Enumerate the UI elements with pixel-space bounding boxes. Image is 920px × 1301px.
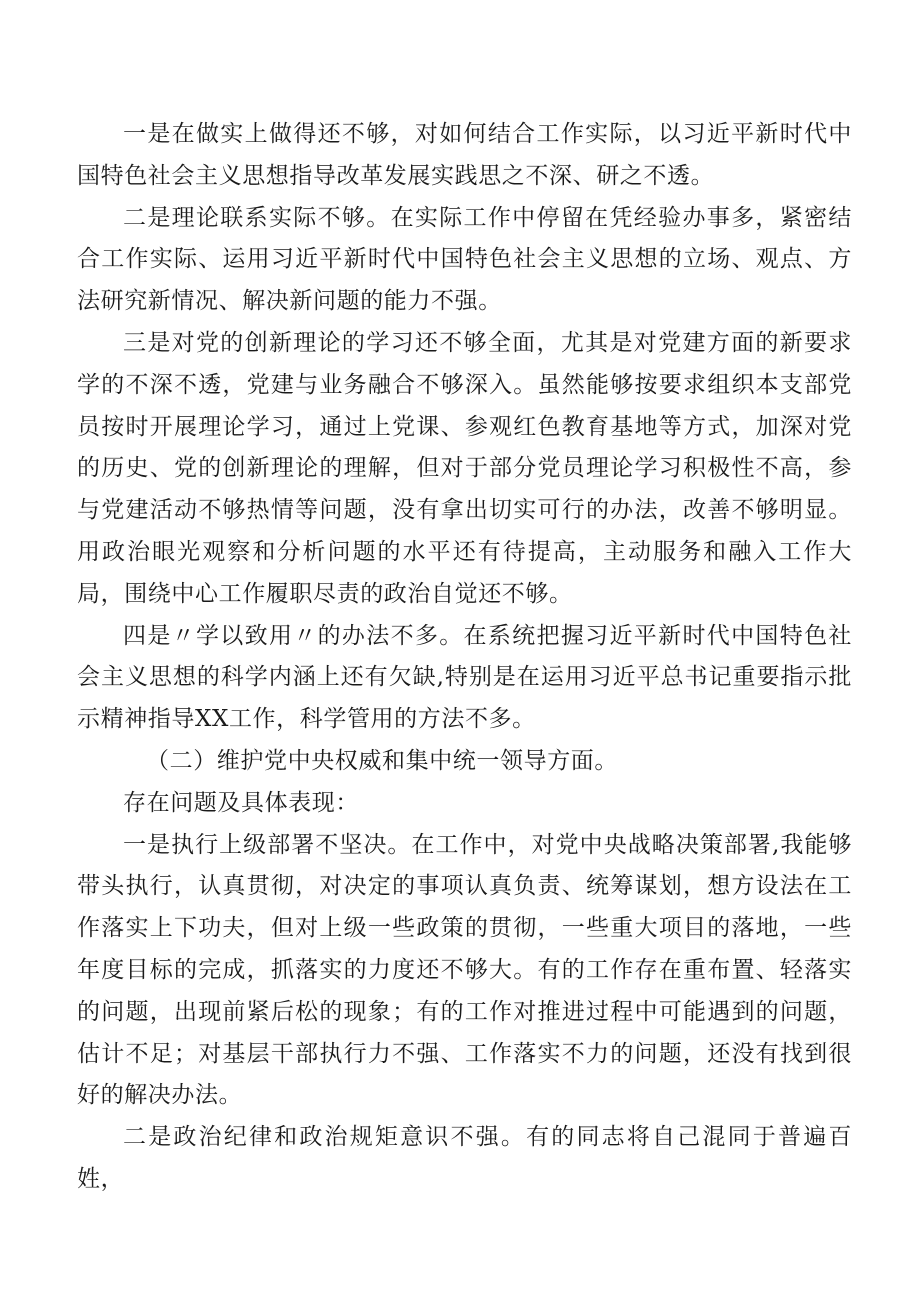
paragraph-study-practice: 一是在做实上做得还不够，对如何结合工作实际，以习近平新时代中国特色社会主义思想指导改革发展实践思之不深、研之不透。 (77, 121, 852, 189)
paragraph-execution: 一是执行上级部署不坚决。在工作中，对党中央战略决策部署,我能够带头执行，认真贯彻，对决定的事项认真负责、统筹谋划，想方设法在工作落实上下功夫，但对上级一些政策的贯彻，一些重大项目的落地，一些年度目标的完成，抓落实的力度还不够大。有的工作存在重布置、轻落实的问题，出现前紧后松的现象；有的工作对推进过程中可能遇到的问题，估计不足；对基层干部执行力不强、工作落实不力的问题，还没有找到很好的解决办法。 (77, 831, 852, 1109)
subheading-problems: 存在问题及具体表现： (123, 789, 359, 816)
paragraph-theory-practice: 二是理论联系实际不够。在实际工作中停留在凭经验办事多，紧密结合工作实际、运用习近平新时代中国特色社会主义思想的立场、观点、方法研究新情况、解决新问题的能力不强。 (77, 204, 852, 315)
paragraph-innovation-theory: 三是对党的创新理论的学习还不够全面，尤其是对党建方面的新要求学的不深不透，党建与业务融合不够深入。虽然能够按要求组织本支部党员按时开展理论学习，通过上党课、参观红色教育基地等方式，加深对党的历史、党的创新理论的理解，但对于部分党员理论学习积极性不高，参与党建活动不够热情等问题，没有拿出切实可行的办法，改善不够明显。用政治眼光观察和分析问题的水平还有待提高，主动服务和融入工作大局，围绕中心工作履职尽责的政治自觉还不够。 (77, 329, 852, 607)
document-body (77, 114, 852, 1201)
paragraph-apply-learning: 四是〃学以致用〃的办法不多。在系统把握习近平新时代中国特色社会主义思想的科学内涵上还有欠缺,特别是在运用习近平总书记重要指示批示精神指导XX工作，科学管用的方法不多。 (77, 622, 852, 733)
section-heading: （二）维护党中央权威和集中统一领导方面。 (146, 747, 618, 774)
paragraph-discipline: 二是政治纪律和政治规矩意识不强。有的同志将自己混同于普遍百姓， (77, 1124, 852, 1192)
